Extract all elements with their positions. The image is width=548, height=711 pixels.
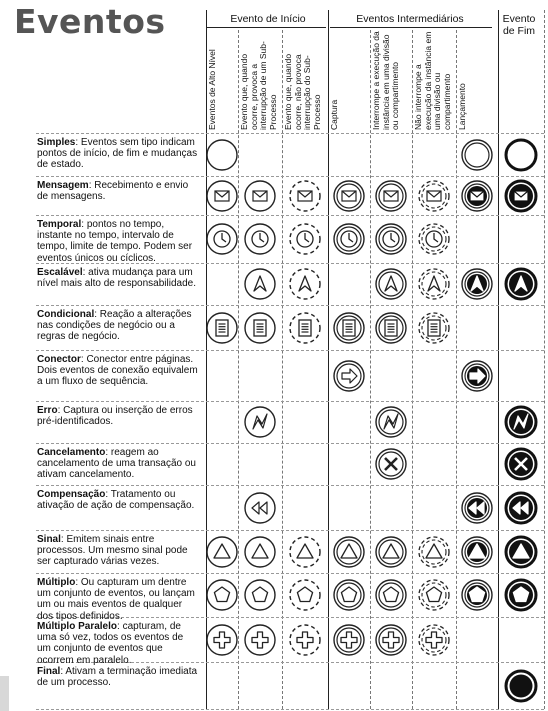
triangle-inter-event-icon [371, 532, 411, 572]
lightning-start-event-icon [240, 402, 280, 442]
event-type-description: : Tratamento ou ativação de ação de compensação. [37, 489, 195, 512]
clock-start-event-icon [240, 219, 280, 259]
envelope-inter-nonint-event-icon [414, 176, 454, 216]
cancel-x-inter-event-icon [371, 444, 411, 484]
pentagon-inter-nonint-event-icon [414, 575, 454, 615]
event-type-name: Erro [37, 405, 58, 416]
corner-accent [0, 676, 9, 711]
envelope-throw-event-icon [457, 176, 497, 216]
page-title: Eventos [14, 2, 166, 41]
row-description [37, 180, 199, 202]
pentagon-inter-event-icon [329, 575, 369, 615]
row-description [37, 666, 199, 688]
event-type-description: : Ou capturam um dentre um conjunto de eventos, ou lançam um ou mais eventos de qualquer dos tipos definidos. [37, 577, 195, 622]
pentagon-inter-event-icon [371, 575, 411, 615]
escalation-end-event-icon [501, 264, 541, 304]
triangle-start-event-icon [240, 532, 280, 572]
event-type-name: Escalável [37, 267, 83, 278]
column-header: Lançamento [457, 83, 467, 130]
envelope-start-event-icon [202, 176, 242, 216]
pentagon-start-nonint-event-icon [285, 575, 325, 615]
group-intermediate-events: Eventos Intermediários [356, 13, 464, 25]
grid-row-line [36, 443, 544, 444]
event-type-name: Conector [37, 354, 81, 365]
pentagon-start-event-icon [202, 575, 242, 615]
row-description [37, 447, 199, 481]
event-type-description: : Recebimento e envio de mensagens. [37, 180, 189, 203]
grid-column-line [282, 30, 283, 709]
clock-start-event-icon [202, 219, 242, 259]
escalation-throw-event-icon [457, 264, 497, 304]
grid-column-line [498, 10, 499, 709]
plus-start-event-icon [240, 620, 280, 660]
triangle-inter-event-icon [329, 532, 369, 572]
event-type-description: : capturam, de uma só vez, todos os eventos de um conjunto de eventos que ocorrem em paralelo. [37, 621, 184, 666]
group-intermediate-underline [330, 27, 492, 28]
simple-throw-event-icon [457, 135, 497, 175]
grid-column-line [412, 30, 413, 709]
event-type-name: Compensação [37, 489, 106, 500]
clock-inter-event-icon [371, 219, 411, 259]
document-inter-event-icon [371, 308, 411, 348]
triangle-end-event-icon [501, 532, 541, 572]
lightning-end-event-icon [501, 402, 541, 442]
event-type-description: : Captura ou inserção de erros pré-identificados. [37, 405, 193, 428]
event-type-description: : Ativam a terminação imediata de um processo. [37, 666, 198, 689]
escalation-inter-event-icon [371, 264, 411, 304]
escalation-inter-nonint-event-icon [414, 264, 454, 304]
event-type-description: : reagem ao cancelamento de uma transação ou ativam cancelamento. [37, 447, 196, 481]
row-description [37, 137, 199, 171]
document-start-event-icon [202, 308, 242, 348]
envelope-inter-event-icon [329, 176, 369, 216]
link-arrow-throw-event-icon [457, 356, 497, 396]
event-type-name: Final [37, 666, 61, 677]
rewind-start-event-icon [240, 488, 280, 528]
terminate-end-event-icon [501, 666, 541, 706]
grid-row-line [36, 485, 544, 486]
column-header: Evento que, quando ocorre, não provoca interrupção do Sub-Processo [283, 53, 322, 130]
event-type-description: : Emitem sinais entre processos. Um mesmo sinal pode ser capturado várias vezes. [37, 534, 188, 568]
lightning-inter-event-icon [371, 402, 411, 442]
event-type-description: : pontos no tempo, instante no tempo, intervalo de tempo, limite de tempo. Podem ser eventos únicos ou cíclicos. [37, 219, 193, 264]
envelope-end-event-icon [501, 176, 541, 216]
clock-inter-event-icon [329, 219, 369, 259]
grid-column-line [544, 10, 545, 709]
simple-end-event-icon [501, 135, 541, 175]
document-start-nonint-event-icon [285, 308, 325, 348]
rewind-end-event-icon [501, 488, 541, 528]
grid-row-line [36, 305, 544, 306]
row-description [37, 354, 199, 388]
row-description [37, 534, 199, 568]
escalation-start-nonint-event-icon [285, 264, 325, 304]
plus-start-event-icon [202, 620, 242, 660]
event-type-name: Condicional [37, 309, 95, 320]
column-header: Captura [329, 99, 339, 130]
column-header: Evento que, quando ocorre, provoca a interrupção de um Sub-Processo [239, 41, 278, 130]
document-start-event-icon [240, 308, 280, 348]
envelope-inter-event-icon [371, 176, 411, 216]
link-arrow-inter-event-icon [329, 356, 369, 396]
simple-start-event-icon [202, 135, 242, 175]
group-end-line2: de Fim [502, 25, 536, 37]
pentagon-start-event-icon [240, 575, 280, 615]
triangle-inter-nonint-event-icon [414, 532, 454, 572]
event-type-description: : Conector entre páginas. Dois eventos de conexão equivalem a um fluxo de sequência. [37, 354, 198, 388]
row-description [37, 309, 199, 343]
event-type-description: : Eventos sem tipo indicam pontos de início, de fim e mudanças de estado. [37, 137, 198, 171]
column-header: Não interrompe a execução da instância em uma divisão ou compartimento [413, 31, 452, 130]
event-type-name: Cancelamento [37, 447, 106, 458]
event-type-name: Mensagem [37, 180, 89, 191]
group-start-underline [206, 27, 326, 28]
group-end-line1: Evento [502, 13, 536, 25]
escalation-start-event-icon [240, 264, 280, 304]
row-description [37, 577, 199, 622]
rewind-throw-event-icon [457, 488, 497, 528]
event-type-name: Múltiplo [37, 577, 76, 588]
group-end-events [497, 13, 541, 37]
document-inter-nonint-event-icon [414, 308, 454, 348]
event-type-description: : Reação a alterações nas condições de negócio ou a regras de negócio. [37, 309, 192, 343]
column-header: Interrompe a execução da instância em uma divisão ou compartimento [371, 31, 400, 130]
column-header: Eventos de Alto Nível [207, 49, 217, 130]
envelope-start-event-icon [240, 176, 280, 216]
pentagon-throw-event-icon [457, 575, 497, 615]
grid-row-line [36, 709, 544, 710]
row-description [37, 219, 199, 264]
event-type-name: Múltiplo Paralelo [37, 621, 118, 632]
plus-inter-nonint-event-icon [414, 620, 454, 660]
document-inter-event-icon [329, 308, 369, 348]
event-type-description: : ativa mudança para um nível mais alto de responsabilidade. [37, 267, 196, 290]
grid-row-line [36, 573, 544, 574]
plus-inter-event-icon [329, 620, 369, 660]
plus-inter-event-icon [371, 620, 411, 660]
group-start-events: Evento de Início [230, 13, 306, 25]
triangle-throw-event-icon [457, 532, 497, 572]
row-description [37, 267, 199, 289]
grid-row-line [36, 350, 544, 351]
grid-row-line [36, 401, 544, 402]
row-description [37, 405, 199, 427]
plus-start-nonint-event-icon [285, 620, 325, 660]
row-description [37, 489, 199, 511]
pentagon-end-event-icon [501, 575, 541, 615]
event-type-name: Temporal [37, 219, 82, 230]
triangle-start-event-icon [202, 532, 242, 572]
clock-start-nonint-event-icon [285, 219, 325, 259]
envelope-start-nonint-event-icon [285, 176, 325, 216]
clock-inter-nonint-event-icon [414, 219, 454, 259]
row-description [37, 621, 199, 666]
triangle-start-nonint-event-icon [285, 532, 325, 572]
cancel-x-end-event-icon [501, 444, 541, 484]
event-type-name: Simples [37, 137, 76, 148]
event-type-name: Sinal [37, 534, 61, 545]
